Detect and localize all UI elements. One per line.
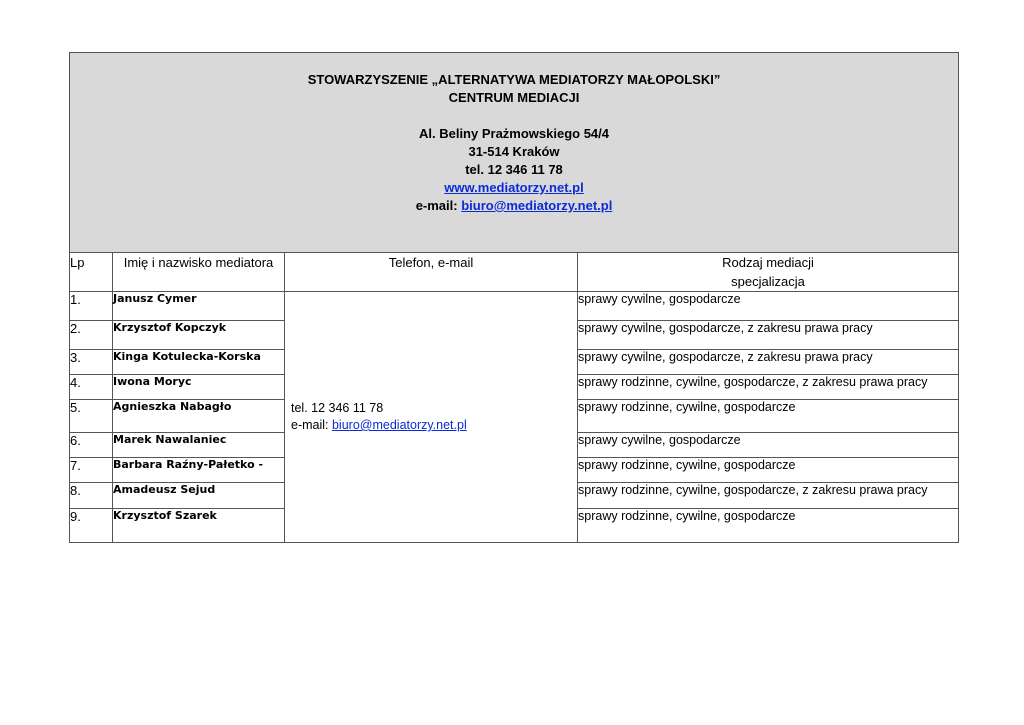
mediation-type: sprawy rodzinne, cywilne, gospodarcze, z zakresu prawa pracy <box>578 375 959 400</box>
row-number: 5. <box>70 400 113 433</box>
column-header-lp: Lp <box>70 253 113 292</box>
column-header-row <box>70 253 959 292</box>
mediator-name: Krzysztof Kopczyk <box>113 321 285 350</box>
contact-phone: tel. 12 346 11 78 <box>291 401 384 415</box>
website-link[interactable]: www.mediatorzy.net.pl <box>444 180 584 195</box>
mediator-name: Kinga Kotulecka-Korska <box>113 350 285 375</box>
mediation-type: sprawy rodzinne, cywilne, gospodarcze <box>578 458 959 483</box>
row-number: 7. <box>70 458 113 483</box>
row-number: 2. <box>70 321 113 350</box>
row-number: 9. <box>70 509 113 543</box>
row-number: 8. <box>70 483 113 509</box>
mediator-name: Iwona Moryc <box>113 375 285 400</box>
row-number: 6. <box>70 433 113 458</box>
organization-header <box>70 53 959 253</box>
column-header-name: Imię i nazwisko mediatora <box>113 253 285 292</box>
mediator-name: Amadeusz Sejud <box>113 483 285 509</box>
mediation-type: sprawy rodzinne, cywilne, gospodarcze <box>578 509 959 543</box>
mediator-name: Agnieszka Nabagło <box>113 400 285 433</box>
mediation-type: sprawy rodzinne, cywilne, gospodarcze, z zakresu prawa pracy <box>578 483 959 509</box>
row-number: 3. <box>70 350 113 375</box>
organization-name: STOWARZYSZENIE „ALTERNATYWA MEDIATORZY MAŁOPOLSKI” <box>307 72 721 87</box>
row-number: 4. <box>70 375 113 400</box>
mediator-name: Krzysztof Szarek <box>113 509 285 543</box>
header-email-label: e-mail: <box>415 198 462 213</box>
header-row <box>70 53 959 253</box>
mediation-type: sprawy rodzinne, cywilne, gospodarcze <box>578 400 959 433</box>
row-number: 1. <box>70 292 113 321</box>
mediator-name: Marek Nawalaniec <box>113 433 285 458</box>
mediation-type: sprawy cywilne, gospodarcze, z zakresu prawa pracy <box>578 350 959 375</box>
mediators-table <box>69 52 959 543</box>
mediation-type: sprawy cywilne, gospodarcze, z zakresu prawa pracy <box>578 321 959 350</box>
column-header-type-title: Rodzaj mediacji <box>722 255 814 270</box>
column-header-type <box>578 253 959 292</box>
mediation-type: sprawy cywilne, gospodarcze <box>578 433 959 458</box>
mediation-type: sprawy cywilne, gospodarcze <box>578 292 959 321</box>
column-header-specialization: specjalizacja <box>731 274 805 289</box>
shared-contact-cell <box>285 292 578 543</box>
contact-email-label: e-mail: <box>291 418 332 432</box>
mediator-name: Janusz Cymer <box>113 292 285 321</box>
center-name: CENTRUM MEDIACJI <box>448 90 580 105</box>
column-header-contact: Telefon, e-mail <box>285 253 578 292</box>
mediator-name: Barbara Raźny-Pałetko - <box>113 458 285 483</box>
address-street: Al. Beliny Prażmowskiego 54/4 <box>418 126 610 141</box>
contact-email-link[interactable]: biuro@mediatorzy.net.pl <box>331 418 467 432</box>
address-city: 31-514 Kraków <box>468 144 560 159</box>
header-email-link[interactable]: biuro@mediatorzy.net.pl <box>461 198 613 213</box>
header-phone: tel. 12 346 11 78 <box>465 162 563 177</box>
table-row <box>70 292 959 321</box>
